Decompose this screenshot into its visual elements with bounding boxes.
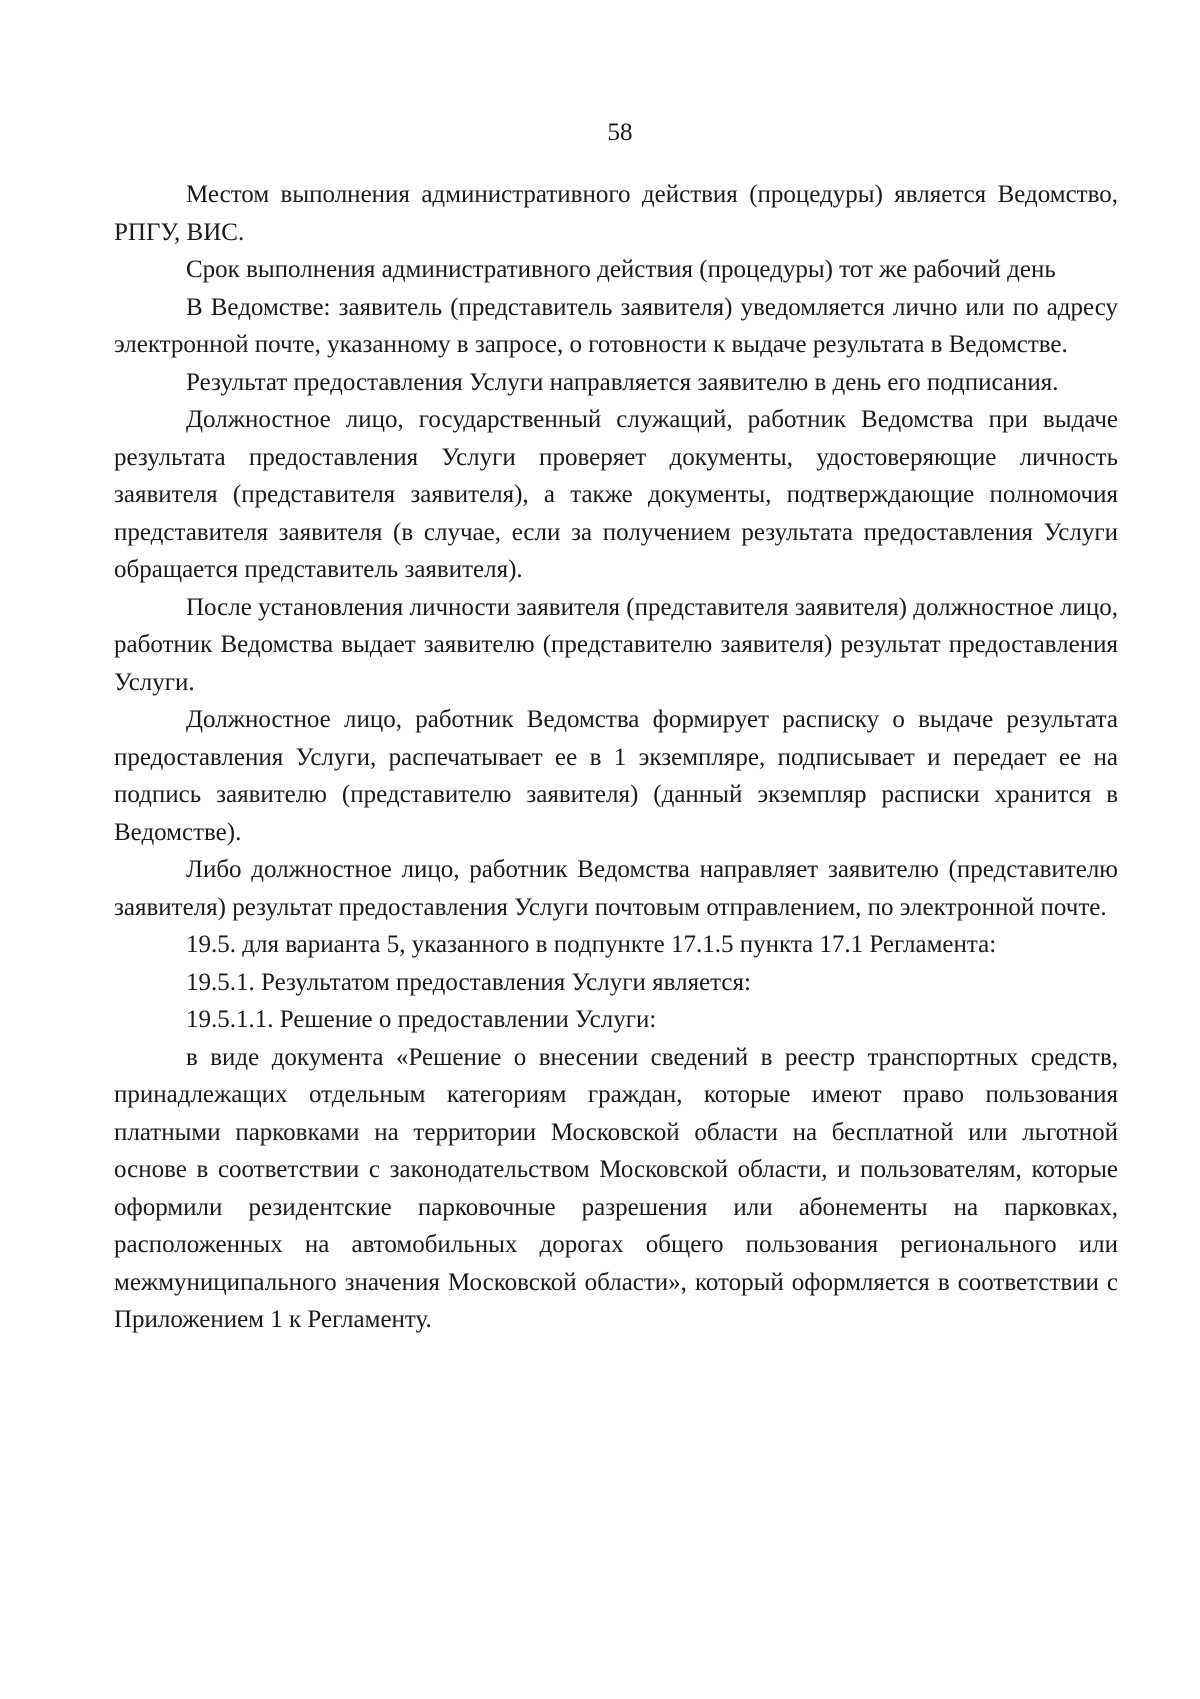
paragraph-decision-document: в виде документа «Решение о внесении сведений в реестр транспортных средств, принадлежащих отдельным категориям граждан, которые имеют право пользования платными парковками на территории Московской области на бесплатной или льготной основе в соответствии с законодательством Московской области, и пользователям, которые оформили резидентские парковочные разрешения или абонементы на парковках, расположенных на автомобильных дорогах общего пользования регионального или межмуниципального значения Московской области», который оформляется в соответствии с Приложением 1 к Регламенту. — [114, 1043, 1118, 1333]
paragraph-document-check: Должностное лицо, государственный служащий, работник Ведомства при выдаче результата предоставления Услуги проверяет документы, удостоверяющие личность заявителя (представителя заявителя), а также документы, подтверждающие полномочия представителя заявителя (в случае, если за получением результата предоставления Услуги обращается представитель заявителя). — [114, 406, 1118, 583]
paragraph-section-19-5-1-1: 19.5.1.1. Решение о предоставлении Услуги: — [186, 1006, 657, 1033]
paragraph-action-deadline: Срок выполнения административного действия (процедуры) тот же рабочий день — [186, 256, 1056, 283]
paragraph-section-19-5-1: 19.5.1. Результатом предоставления Услуги является: — [186, 968, 751, 996]
page-number: 58 — [607, 119, 633, 146]
paragraph-receipt: Должностное лицо, работник Ведомства формирует расписку о выдаче результата предоставления Услуги, распечатывает ее в 1 экземпляре, подписывает и передает ее на подпись заявителю (представителю заявителя) (данный экземпляр расписки хранится в Ведомстве). — [114, 706, 1118, 846]
paragraph-place-of-action: Местом выполнения административного действия (процедуры) является Ведомство, РПГУ, ВИС. — [114, 181, 1118, 246]
paragraph-identity-established: После установления личности заявителя (представителя заявителя) должностное лицо, работник Ведомства выдает заявителю (представителю заявителя) результат предоставления Услуги. — [114, 593, 1118, 696]
paragraph-postal-delivery: Либо должностное лицо, работник Ведомства направляет заявителю (представителю заявителя) результат предоставления Услуги почтовым отправлением, по электронной почте. — [114, 856, 1118, 921]
paragraph-result-sent: Результат предоставления Услуги направляется заявителю в день его подписания. — [186, 368, 1059, 396]
document-body — [114, 176, 1118, 1339]
paragraph-notification: В Ведомстве: заявитель (представитель заявителя) уведомляется лично или по адресу электронной почте, указанному в запросе, о готовности к выдаче результата в Ведомстве. — [114, 293, 1118, 358]
paragraph-section-19-5: 19.5. для варианта 5, указанного в подпункте 17.1.5 пункта 17.1 Регламента: — [186, 931, 997, 958]
